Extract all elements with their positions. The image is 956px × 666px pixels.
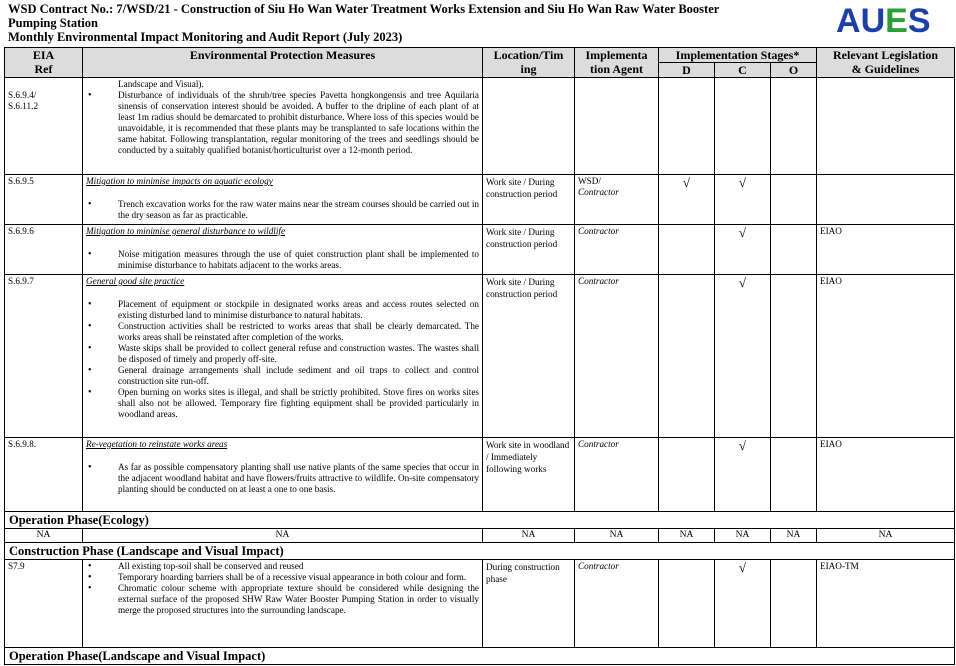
table-row (5, 78, 955, 175)
legislation-cell: EIAO (817, 225, 955, 275)
col-stage-c: C (715, 63, 771, 78)
location-cell: During construction phase (483, 560, 575, 648)
stage-d-tick: √ (659, 175, 715, 225)
col-stages: Implementation Stages* (659, 48, 817, 63)
contract-title-line1: WSD Contract No.: 7/WSD/21 - Construction of Siu Ho Wan Water Treatment Works Extension and Siu Ho Wan Raw Water Booster (8, 2, 720, 16)
table-row (5, 275, 955, 438)
stage-o-cell (771, 175, 817, 225)
aues-logo: AUES (836, 2, 931, 40)
table-row (5, 560, 955, 648)
location-cell: Work site / During construction period (483, 275, 575, 438)
stage-o-cell (771, 275, 817, 438)
col-agent: Implementa tion Agent (575, 48, 659, 78)
agent-cell: Contractor (575, 438, 659, 512)
agent-cell: Contractor (575, 275, 659, 438)
legislation-cell: EIAO (817, 275, 955, 438)
eia-ref-cell: S.6.9.7 (5, 275, 83, 438)
stage-d-cell (659, 225, 715, 275)
stage-o-cell (771, 438, 817, 512)
location-cell: Work site / During construction period (483, 225, 575, 275)
stage-d-cell (659, 438, 715, 512)
col-legislation: Relevant Legislation & Guidelines (817, 48, 955, 78)
stage-d-cell (659, 275, 715, 438)
table-row (5, 438, 955, 512)
measures-cell: Mitigation to minimise impacts on aquatic ecology • Trench excavation works for the raw water mains near the stream courses should be carried out in the dry season as far as practicable. (83, 175, 483, 225)
legislation-cell (817, 175, 955, 225)
report-header (8, 2, 808, 44)
phase-row-construction-lv (5, 543, 955, 560)
stage-o-cell (771, 225, 817, 275)
phase-label: Construction Phase (Landscape and Visual Impact) (5, 543, 955, 560)
agent-cell: Contractor (575, 225, 659, 275)
col-eia-ref: EIA Ref (5, 48, 83, 78)
measures-cell: General good site practice • Placement of equipment or stockpile in designated works areas and access routes selected on existing disturbed land to minimise disturbance to natural habitats. • Construction activities shall be restricted to works areas that shall be clearly demarcated. The works areas shall be reinstated after completion of the works. • Waste skips shall be provided to collect general refuse and construction wastes. The wastes shall be disposed of timely and properly off-site. • General drainage arrangements shall include sediment and oil traps to collect and control construction site run-off. • Open burning on works sites is illegal, and shall be strictly prohibited. Stove fires on works sites shall also not be allowed. Temporary fire fighting equipment shall be provided particularly in woodland areas. (83, 275, 483, 438)
col-location: Location/Tim ing (483, 48, 575, 78)
list-item: • As far as possible compensatory planting shall use native plants of the same species that occur in the adjacent woodland habitat and have flowers/fruits attractive to wildlife. On-site compensatory planting should be conducted on at least a one to one basis. (118, 462, 479, 495)
legislation-cell: EIAO-TM (817, 560, 955, 648)
contract-title-line2: Pumping Station (8, 16, 98, 30)
legislation-cell: EIAO (817, 438, 955, 512)
location-cell: Work site / During construction period (483, 175, 575, 225)
list-item: • Trench excavation works for the raw water mains near the stream courses should be carried out in the dry season as far as practicable. (118, 199, 479, 221)
stage-c-tick: √ (715, 438, 771, 512)
list-item: • Construction activities shall be restricted to works areas that shall be clearly demarcated. The works areas shall be reinstated after completion of the works. (118, 321, 479, 343)
stage-c-tick: √ (715, 225, 771, 275)
table-row (5, 175, 955, 225)
list-item: • Waste skips shall be provided to collect general refuse and construction wastes. The wastes shall be disposed of timely and properly off-site. (118, 343, 479, 365)
measures-cell: Re-vegetation to reinstate works areas • As far as possible compensatory planting shall use native plants of the same species that occur in the adjacent woodland habitat and have flowers/fruits attractive to wildlife. On-site compensatory planting should be conducted on at least a one to one basis. (83, 438, 483, 512)
stage-c-tick: √ (715, 275, 771, 438)
eia-ref-cell: S.6.9.4/ S.6.11.2 (5, 78, 83, 175)
measures-cell (83, 560, 483, 648)
list-item: • Placement of equipment or stockpile in designated works areas and access routes selected on existing disturbed land to minimise disturbance to natural habitats. (118, 299, 479, 321)
table-row (5, 225, 955, 275)
col-stage-d: D (659, 63, 715, 78)
location-cell: Work site in woodland / Immediately following works (483, 438, 575, 512)
list-item: • Open burning on works sites is illegal, and shall be strictly prohibited. Stove fires on works sites shall also not be allowed. Temporary fire fighting equipment shall be provided particularly in woodland areas. (118, 387, 479, 420)
list-item: • General drainage arrangements shall include sediment and oil traps to collect and control construction site run-off. (118, 365, 479, 387)
eia-ref-cell: S.6.9.6 (5, 225, 83, 275)
phase-label: Operation Phase(Landscape and Visual Impact) (5, 648, 955, 665)
list-item: • Noise mitigation measures through the use of quiet construction plant shall be implemented to minimise disturbance to habitats adjacent to the works areas. (118, 249, 479, 271)
na-row: NA NA NA NA NA NA NA NA (5, 529, 955, 543)
stage-c-tick: √ (715, 175, 771, 225)
agent-cell: Contractor (575, 560, 659, 648)
stage-c-tick: √ (715, 560, 771, 648)
measures-cell: Mitigation to minimise general disturbance to wildlife • Noise mitigation measures through the use of quiet construction plant shall be implemented to minimise disturbance to habitats adjacent to the works areas. (83, 225, 483, 275)
phase-label: Operation Phase(Ecology) (5, 512, 955, 529)
measures-cell: Landscape and Visual). • Disturbance of individuals of the shrub/tree species Pavetta hongkongensis and tree Aquilaria sinensis of conservation interest should be avoided. A buffer to the dripline of each plant of at least 1m radius should be demarcated to prohibit disturbance. Where loss of this species would be unavoidable, it is recommended that these plants may be transplanted to safe locations within the same habitat. Following transplantation, regular monitoring of the trees and seedlings should be conducted by a suitably qualified botanist/horticulturist over a 12-month period. (83, 78, 483, 175)
eia-ref-cell: S.6.9.8. (5, 438, 83, 512)
list-item: • Temporary hoarding barriers shall be of a recessive visual appearance in both colour and form. (118, 572, 479, 583)
eia-ref-cell: S.6.9.5 (5, 175, 83, 225)
phase-row-operation-lv (5, 648, 955, 665)
list-item: • All existing top-soil shall be conserved and reused (118, 561, 479, 572)
list-item: • Chromatic colour scheme with appropriate texture should be considered while designing the external surface of the proposed SHW Raw Water Booster Pumping Station in order to visually merge the proposed structures into the surrounding landscape. (118, 583, 479, 616)
agent-cell: WSD/ Contractor (575, 175, 659, 225)
report-title: Monthly Environmental Impact Monitoring and Audit Report (July 2023) (8, 30, 403, 44)
list-item: • Disturbance of individuals of the shrub/tree species Pavetta hongkongensis and tree Aquilaria sinensis of conservation interest should be avoided. A buffer to the dripline of each plant of at least 1m radius should be demarcated to prohibit disturbance. Where loss of this species would be unavoidable, it is recommended that these plants may be transplanted to safe locations within the same habitat. Following transplantation, regular monitoring of the trees and seedlings should be conducted by a suitably qualified botanist/horticulturist over a 12-month period. (118, 90, 479, 156)
col-stage-o: O (771, 63, 817, 78)
col-measures: Environmental Protection Measures (83, 48, 483, 78)
phase-row-operation-ecology (5, 512, 955, 529)
eia-ref-cell: S7.9 (5, 560, 83, 648)
environmental-measures-table (4, 47, 955, 665)
